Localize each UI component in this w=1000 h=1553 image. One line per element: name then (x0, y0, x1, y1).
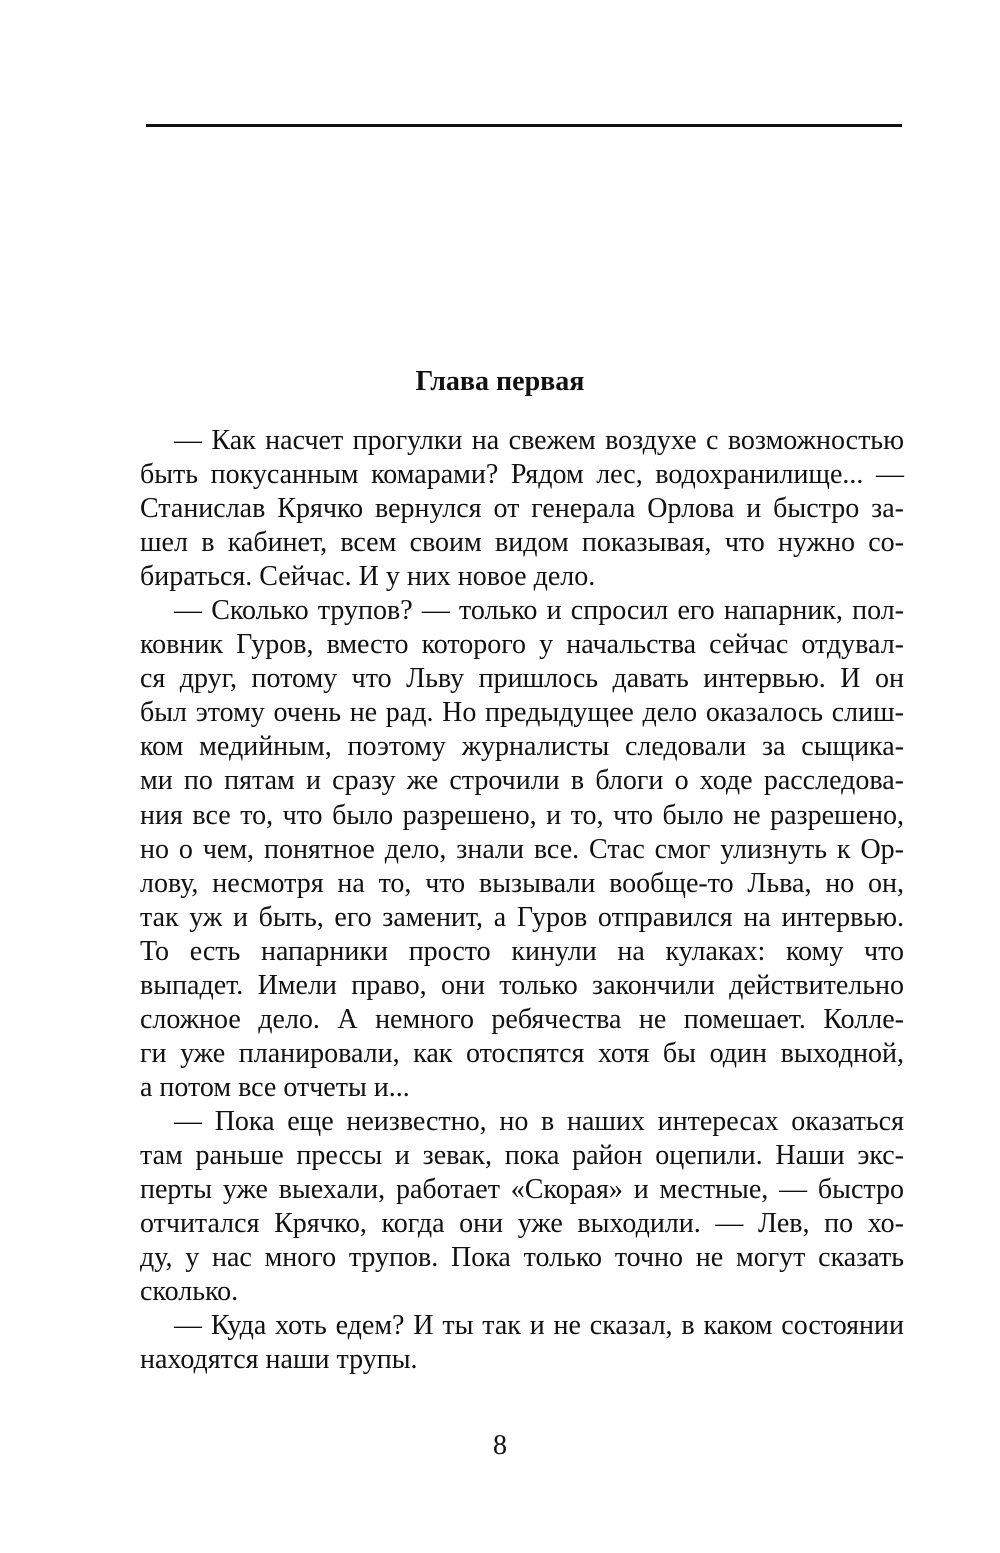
header-rule (146, 124, 902, 127)
text-line: ком медийным, поэтому журналисты следовали за сыщика- (140, 731, 904, 763)
text-line: находятся наши трупы. (140, 1344, 418, 1376)
text-line: сложное дело. А немного ребячества не помешает. Колле- (140, 1003, 904, 1035)
text-line: перты уже выехали, работает «Скорая» и местные, — быстро (140, 1174, 904, 1206)
body-text (140, 424, 904, 1377)
text-line: ния все то, что было разрешено, и то, что было не разрешено, (140, 799, 904, 831)
text-line: ги уже планировали, как отоспятся хотя бы один выходной, (140, 1037, 904, 1069)
text-line: был этому очень не рад. Но предыдущее дело оказалось слиш- (140, 697, 904, 729)
text-line: лову, несмотря на то, что вызывали вообще-то Льва, но он, (140, 867, 904, 899)
text-line: — Куда хоть едем? И ты так и не сказал, в каком состоянии (174, 1310, 904, 1342)
text-line: — Как насчет прогулки на свежем воздухе с возможностью (174, 425, 904, 456)
text-line: но о чем, понятное дело, знали все. Стас смог улизнуть к Ор- (140, 833, 904, 865)
text-line: отчитался Крячко, когда они уже выходили. — Лев, по хо- (140, 1208, 904, 1240)
text-line: ковник Гуров, вместо которого у начальства сейчас отдувал- (140, 629, 904, 661)
text-line: сколько. (140, 1276, 239, 1308)
text-line: бираться. Сейчас. И у них новое дело. (140, 561, 596, 593)
text-line: а потом все отчеты и... (140, 1071, 410, 1103)
text-line: там раньше прессы и зевак, пока район оцепили. Наши экс- (140, 1139, 904, 1171)
text-line: — Сколько трупов? — только и спросил его напарник, пол- (174, 595, 904, 627)
text-line: ми по пятам и сразу же строчили в блоги о ходе расследова- (140, 765, 904, 797)
page-number: 8 (493, 1430, 507, 1461)
text-line: ду, у нас много трупов. Пока только точно не могут сказать (140, 1242, 904, 1274)
text-line: То есть напарники просто кинули на кулаках: кому что (140, 935, 904, 967)
text-line: — Пока еще неизвестно, но в наших интересах оказаться (174, 1105, 904, 1137)
text-line: выпадет. Имели право, они только закончили действительно (140, 969, 904, 1001)
text-line: Станислав Крячко вернулся от генерала Орлова и быстро за- (140, 493, 904, 525)
chapter-title: Глава первая (415, 366, 585, 397)
text-line: быть покусанным комарами? Рядом лес, водохранилище... — (140, 459, 904, 491)
text-line: так уж и быть, его заменит, а Гуров отправился на интервью. (140, 901, 904, 933)
text-line: шел в кабинет, всем своим видом показывая, что нужно со- (140, 527, 904, 559)
text-line: ся друг, потому что Льву пришлось давать интервью. И он (140, 663, 904, 695)
